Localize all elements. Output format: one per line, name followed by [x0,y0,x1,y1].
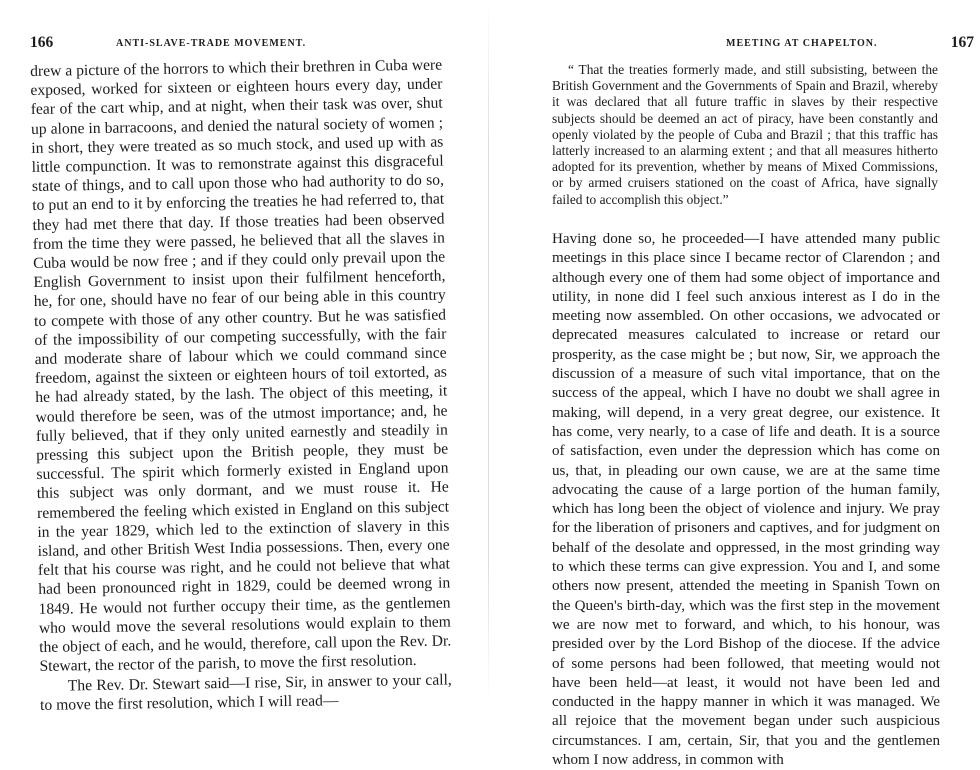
left-page-number: 166 [30,34,54,51]
left-running-head-title: ANTI-SLAVE-TRADE MOVEMENT. [116,38,307,49]
left-paragraph-2: The Rev. Dr. Stewart said—I rise, Sir, in answer to your call, to move the first resolution, which I will read— [39,670,452,714]
right-running-head [554,34,974,52]
left-body-text [30,56,452,715]
left-paragraph-1: drew a picture of the horrors to which their brethren in Cuba were exposed, worked for sixteen or eighteen hours every day, under fear of the cart whip, and at night, when their task was over, shut up alone in barracoons, and denied the natural society of women ; in short, they were treated as so much stock, and used up with as little compunction. It was to remonstrate against this disgraceful state of things, and to call upon those who had authority to do so, to put an end to it by enforcing the treaties he had referred to, that they had met there that day. If those treaties had been observed from the time they were passed, he believed that all the slaves in Cuba would be now free ; and if they could only prevail upon the English Government to insist upon their fulfilment henceforth, he, for one, should have no fear of our being able in this country to compete with those of any other country. But he was satisfied of the impossibility of our competing successfully, with the fair and moderate share of labour which we could command since freedom, against the sixteen or eighteen hours of toil extorted, as he had already stated, by the lash. The object of this meeting, it would therefore be seen, was of the utmost importance; and, he fully believed, that if they only united earnestly and steadily in pressing this subject upon the British people, they must be successful. The spirit which formerly existed in England upon this subject was only dormant, and we must rouse it. He remembered the feeling which existed in England on this subject in the year 1829, which led to the extinction of slavery in this island, and other British West India possessions. Then, every one felt that his course was right, and he could not believe that what had been pronounced right in 1829, could be deemed wrong in 1849. He would not further occupy their time, as the gentlemen who would move the several resolutions would explain to them the object of each, and he would, therefore, call upon the Rev. Dr. Stewart, the rector of the parish, to move the first resolution. [30,56,452,676]
left-running-head [30,34,450,52]
right-page [504,0,980,769]
resolution-quote: “ That the treaties formerly made, and still subsisting, between the British Government and the Governments of Spain and Brazil, whereby it was declared that all future traffic in slaves by their respective subjects should be deemed an act of piracy, have been constantly and openly violated by the people of Cuba and Brazil ; that this traffic has latterly increased to an alarming extent ; and that all measures hitherto adopted for its prevention, whether by means of Mixed Commissions, or by armed cruisers stationed on the coast of Africa, have signally failed to accomplish this object.” [552,62,938,207]
right-paragraph: Having done so, he proceeded—I have attended many public meetings in this place since I became rector of Clarendon ; and although every one of them had some object of importance and utility, in none did I feel such anxious interest as I do in the meeting now assembled. On other occasions, we advocated or deprecated measures calculated to increase or retard our prosperity, as the case might be ; but now, Sir, we approach the discussion of a measure of such vital importance, that on the success of the appeal, which I have no doubt we shall agree in making, will depend, in a very great degree, our existence. It has come, very nearly, to a case of life and death. It is a source of satisfaction, even under the depression which has come on us, that, in pleading our own cause, we are at the same time advocating the cause of a large portion of the human family, which has long been the object of violence and injury. We pray for the liberation of prisoners and captives, and for judgment on behalf of the desolate and oppressed, in the most grinding way to which these terms can give expression. You and I, and some others now present, attended the meeting in Spanish Town on the Queen's birth-day, which was the first step in the movement we are now met to forward, and which, to his honour, was presided over by the Lord Bishop of the diocese. If the advice of some persons had been followed, that meeting would not have been held—at least, it would not have been led and conducted in the happy manner in which it was managed. We all rejoice that the movement began under such auspicious circumstances. I am, certain, Sir, that you and the gentlemen whom I now address, in common with [552,231,940,769]
left-page [0,0,476,714]
right-running-head-title: MEETING AT CHAPELTON. [726,38,878,49]
right-page-number: 167 [950,34,974,51]
page-gutter [488,0,489,704]
